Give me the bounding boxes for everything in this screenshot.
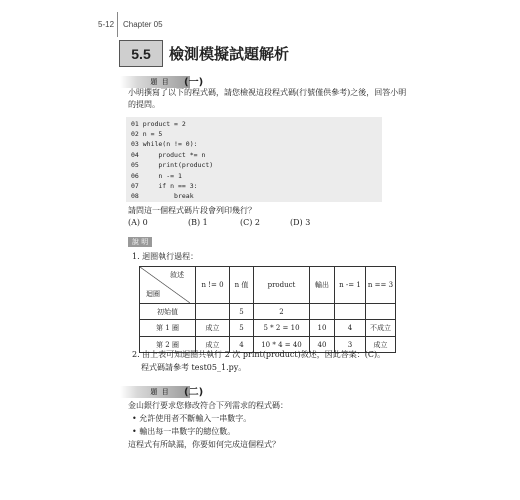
table-cell: 5: [230, 320, 254, 337]
row-label: 第 1 圈: [140, 320, 196, 337]
bullet-item: • 輸出每一串數字的總位數。: [132, 427, 236, 436]
corner-label-top: 敘述: [170, 271, 184, 279]
table-header: n -= 1: [335, 267, 366, 304]
header-divider: [117, 12, 118, 37]
code-line: 02 n = 5: [131, 130, 163, 138]
table-cell: 3: [335, 337, 366, 353]
question-number: (二): [184, 387, 204, 398]
code-line: 05 print(product): [131, 161, 214, 169]
code-line: 06 n -= 1: [131, 172, 182, 180]
table-cell: 成立: [196, 320, 230, 337]
table-header: product: [254, 267, 310, 304]
table-cell: 成立: [196, 337, 230, 353]
table-corner-cell: [140, 267, 196, 304]
table-cell: 2: [254, 304, 310, 320]
table-row: [140, 304, 396, 320]
explanation-step2-line2: 程式碼請參考 test05_1.py。: [141, 363, 247, 372]
row-label: 第 2 圈: [140, 337, 196, 353]
table-row: [140, 320, 396, 337]
question-intro-line1: 小明撰寫了以下的程式碼，請您檢視這段程式碼(行號僅供參考)之後，回答小明: [128, 88, 407, 97]
row-label: 初始值: [140, 304, 196, 320]
question-tag: 題 目: [120, 76, 190, 88]
table-header: 輸出: [310, 267, 335, 304]
code-line: 04 product *= n: [131, 151, 206, 159]
page-number: 5-12: [98, 20, 115, 29]
table-cell: 不成立: [366, 320, 396, 337]
explanation-step2-line1: 2. 由上表可知迴圈共執行 2 次 print(product)敘述，因此答案：(C)。: [132, 350, 386, 359]
code-line: 03 while(n != 0):: [131, 140, 198, 148]
table-cell: 4: [335, 320, 366, 337]
table-cell: [196, 304, 230, 320]
chapter-label: Chapter 05: [123, 20, 163, 29]
bullet-item: • 允許使用者不斷輸入一串數字。: [132, 414, 252, 423]
code-line: 07 if n == 3:: [131, 182, 198, 190]
table-cell: 5 * 2 = 10: [254, 320, 310, 337]
option-d: (D) 3: [290, 218, 311, 227]
table-cell: 4: [230, 337, 254, 353]
question2-outro: 這程式有所缺漏，你要如何完成這個程式？: [128, 440, 280, 449]
table-cell: 40: [310, 337, 335, 353]
section-number: 5.5: [119, 40, 163, 67]
table-cell: [310, 304, 335, 320]
table-header: n != 0: [196, 267, 230, 304]
corner-label-bottom: 迴圈: [146, 290, 160, 298]
explanation-label: 說 明: [128, 237, 152, 247]
option-c: (C) 2: [240, 218, 260, 227]
table-cell: 5: [230, 304, 254, 320]
code-line: 08 break: [131, 192, 194, 200]
explanation-step1: 1. 迴圈執行過程：: [132, 252, 199, 261]
option-b: (B) 1: [188, 218, 208, 227]
table-header-row: [140, 267, 396, 304]
table-cell: 10: [310, 320, 335, 337]
question-number: (一): [184, 77, 204, 88]
option-a: (A) 0: [128, 218, 148, 227]
table-header: n 值: [230, 267, 254, 304]
question-tag: 題 目: [120, 386, 190, 398]
table-header: n == 3: [366, 267, 396, 304]
question2-intro: 金山銀行要求您修改符合下列需求的程式碼：: [128, 401, 288, 410]
question-intro-line2: 的提問。: [128, 100, 160, 109]
table-cell: [335, 304, 366, 320]
trace-table: [139, 266, 396, 353]
table-cell: 10 * 4 = 40: [254, 337, 310, 353]
question-text: 請問這一個程式碼片段會列印幾行？: [128, 206, 256, 215]
code-line: 01 product = 2: [131, 120, 186, 128]
table-cell: 成立: [366, 337, 396, 353]
table-cell: [366, 304, 396, 320]
section-title: 檢測模擬試題解析: [169, 45, 290, 63]
